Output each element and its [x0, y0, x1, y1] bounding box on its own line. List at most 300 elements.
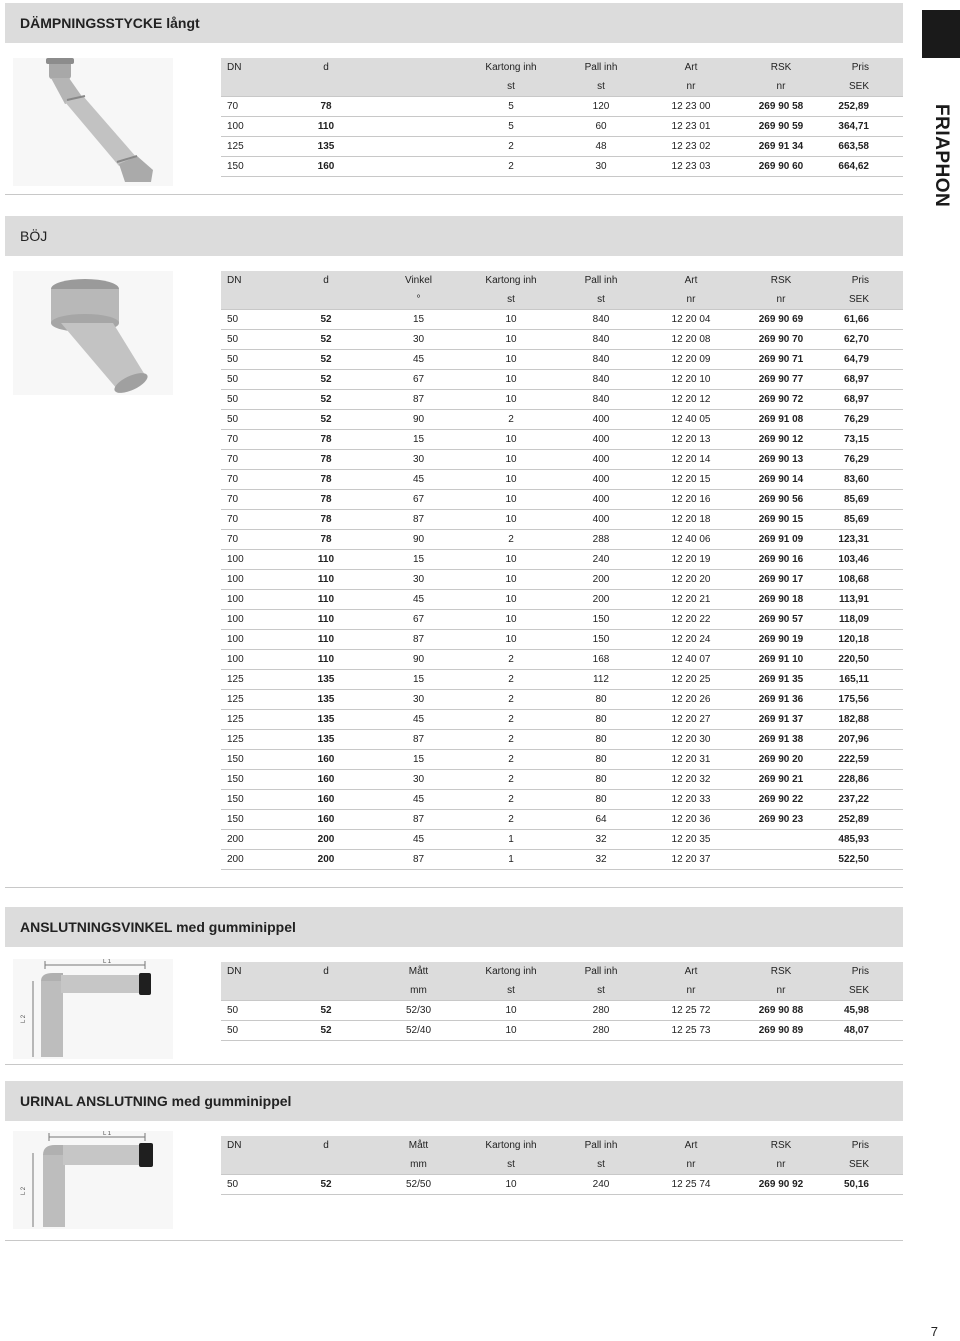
table-cell: 840	[556, 310, 646, 330]
table-cell: 2	[466, 790, 556, 810]
table-cell: 52	[281, 1021, 371, 1041]
table-cell: 269 91 38	[736, 730, 826, 750]
urinal-anslutning-image	[13, 1131, 173, 1229]
table-row	[221, 630, 903, 650]
table-row	[221, 530, 903, 550]
table-cell: 12 20 04	[646, 310, 736, 330]
table-cell: 100	[221, 117, 281, 137]
table-cell: 50,16	[826, 1175, 903, 1195]
table-cell: 269 90 21	[736, 770, 826, 790]
table-cell: 110	[281, 610, 371, 630]
table-cell: 12 20 27	[646, 710, 736, 730]
table-cell: 269 90 56	[736, 490, 826, 510]
table-cell: 269 90 70	[736, 330, 826, 350]
table-cell: 110	[281, 630, 371, 650]
table-row	[221, 850, 903, 870]
table-cell: 70	[221, 510, 281, 530]
table-cell: 150	[556, 630, 646, 650]
table-cell: 12 20 08	[646, 330, 736, 350]
table-cell: 78	[281, 450, 371, 470]
table-cell: 50	[221, 1001, 281, 1021]
table-cell: 12 23 00	[646, 97, 736, 117]
table-unit-row: st st nr nr SEK	[221, 77, 903, 97]
table-cell: 70	[221, 490, 281, 510]
dampningsstycke-table	[221, 58, 903, 177]
table-cell: 125	[221, 137, 281, 157]
table-cell: 70	[221, 97, 281, 117]
table-cell: 30	[371, 570, 466, 590]
table-cell: 45	[371, 470, 466, 490]
table-cell: 30	[556, 157, 646, 177]
table-cell: 2	[466, 137, 556, 157]
boj-image	[13, 271, 173, 395]
table-cell: 400	[556, 490, 646, 510]
table-cell: 269 90 22	[736, 790, 826, 810]
table-cell: 80	[556, 770, 646, 790]
table-cell: 50	[221, 310, 281, 330]
anslutningsvinkel-table	[221, 962, 903, 1041]
table-cell: 15	[371, 430, 466, 450]
table-cell: 5	[466, 97, 556, 117]
table-cell: 12 25 74	[646, 1175, 736, 1195]
table-cell: 12 20 24	[646, 630, 736, 650]
table-cell: 68,97	[826, 370, 903, 390]
table-cell: 200	[281, 850, 371, 870]
table-cell: 220,50	[826, 650, 903, 670]
divider	[5, 194, 903, 195]
divider	[5, 887, 903, 888]
table-row	[221, 450, 903, 470]
table-cell: 207,96	[826, 730, 903, 750]
table-cell: 222,59	[826, 750, 903, 770]
table-cell: 12 20 35	[646, 830, 736, 850]
table-cell: 135	[281, 137, 371, 157]
table-cell: 269 90 15	[736, 510, 826, 530]
table-cell: 269 90 88	[736, 1001, 826, 1021]
table-cell: 70	[221, 430, 281, 450]
table-cell: 12 20 26	[646, 690, 736, 710]
table-cell: 64	[556, 810, 646, 830]
table-cell: 10	[466, 590, 556, 610]
table-cell: 12 20 36	[646, 810, 736, 830]
table-cell: 10	[466, 1001, 556, 1021]
table-cell: 15	[371, 670, 466, 690]
table-cell: 32	[556, 850, 646, 870]
table-cell: 67	[371, 370, 466, 390]
table-cell: 80	[556, 730, 646, 750]
section-title: DÄMPNINGSSTYCKE långt	[5, 3, 903, 43]
table-cell: 100	[221, 630, 281, 650]
table-cell	[371, 117, 466, 137]
table-cell: 400	[556, 510, 646, 530]
table-cell: 78	[281, 490, 371, 510]
table-cell: 52/30	[371, 1001, 466, 1021]
table-cell: 2	[466, 690, 556, 710]
table-cell: 70	[221, 470, 281, 490]
table-header-row: DN d Mått Kartong inh Pall inh Art RSK Pris	[221, 962, 903, 981]
table-cell: 200	[281, 830, 371, 850]
table-cell: 150	[221, 790, 281, 810]
table-cell: 12 25 72	[646, 1001, 736, 1021]
table-cell: 150	[221, 770, 281, 790]
table-row	[221, 97, 903, 117]
boj-table	[221, 271, 903, 870]
table-cell: 45	[371, 590, 466, 610]
table-cell: 60	[556, 117, 646, 137]
table-cell: 160	[281, 770, 371, 790]
table-cell: 78	[281, 510, 371, 530]
section-anslutningsvinkel	[5, 907, 903, 1077]
table-cell: 269 90 89	[736, 1021, 826, 1041]
table-cell: 269 90 92	[736, 1175, 826, 1195]
anslutningsvinkel-rows	[221, 1001, 903, 1041]
table-cell: 12 40 07	[646, 650, 736, 670]
table-cell: 135	[281, 710, 371, 730]
table-cell: 12 25 73	[646, 1021, 736, 1041]
table-cell: 160	[281, 750, 371, 770]
table-cell: 269 90 60	[736, 157, 826, 177]
table-cell: 200	[221, 830, 281, 850]
table-cell: 125	[221, 710, 281, 730]
table-cell: 125	[221, 730, 281, 750]
table-cell: 52	[281, 390, 371, 410]
table-cell: 50	[221, 1021, 281, 1041]
table-cell: 45	[371, 710, 466, 730]
table-cell: 150	[221, 810, 281, 830]
table-row	[221, 730, 903, 750]
table-cell: 83,60	[826, 470, 903, 490]
table-cell: 12 23 03	[646, 157, 736, 177]
table-cell: 12 40 05	[646, 410, 736, 430]
table-cell: 12 20 32	[646, 770, 736, 790]
table-cell: 165,11	[826, 670, 903, 690]
l2-label: L 2	[21, 1186, 27, 1195]
table-cell: 12 20 15	[646, 470, 736, 490]
table-cell: 240	[556, 1175, 646, 1195]
table-cell: 90	[371, 410, 466, 430]
table-cell: 52	[281, 410, 371, 430]
table-cell: 135	[281, 730, 371, 750]
table-cell: 52/40	[371, 1021, 466, 1041]
table-cell: 50	[221, 1175, 281, 1195]
table-cell: 12 20 09	[646, 350, 736, 370]
table-header-row: DN d Vinkel Kartong inh Pall inh Art RSK Pris	[221, 271, 903, 290]
table-cell: 78	[281, 97, 371, 117]
table-cell: 280	[556, 1001, 646, 1021]
table-cell: 269 90 58	[736, 97, 826, 117]
table-cell: 2	[466, 750, 556, 770]
table-row	[221, 1021, 903, 1041]
table-cell: 252,89	[826, 810, 903, 830]
table-cell: 12 20 19	[646, 550, 736, 570]
urinal-anslutning-table	[221, 1136, 903, 1195]
table-row	[221, 770, 903, 790]
table-row	[221, 710, 903, 730]
table-cell: 288	[556, 530, 646, 550]
table-cell: 52	[281, 370, 371, 390]
table-cell: 150	[221, 157, 281, 177]
table-row	[221, 690, 903, 710]
table-cell: 400	[556, 470, 646, 490]
l1-label: L 1	[103, 1131, 112, 1137]
table-cell: 45	[371, 350, 466, 370]
table-row	[221, 410, 903, 430]
table-cell: 45	[371, 790, 466, 810]
divider	[5, 1064, 903, 1065]
table-cell: 269 90 71	[736, 350, 826, 370]
table-cell: 2	[466, 730, 556, 750]
table-cell: 120,18	[826, 630, 903, 650]
table-cell: 10	[466, 370, 556, 390]
table-cell: 100	[221, 590, 281, 610]
table-cell: 50	[221, 370, 281, 390]
table-cell: 32	[556, 830, 646, 850]
table-row	[221, 430, 903, 450]
table-cell: 10	[466, 430, 556, 450]
table-cell: 52/50	[371, 1175, 466, 1195]
table-cell: 61,66	[826, 310, 903, 330]
table-cell: 76,29	[826, 450, 903, 470]
table-cell: 10	[466, 610, 556, 630]
table-row	[221, 137, 903, 157]
table-cell: 135	[281, 670, 371, 690]
table-cell: 2	[466, 530, 556, 550]
table-cell: 10	[466, 350, 556, 370]
table-cell: 52	[281, 310, 371, 330]
table-cell: 73,15	[826, 430, 903, 450]
section-title: BÖJ	[5, 216, 903, 256]
table-cell: 52	[281, 350, 371, 370]
table-cell: 87	[371, 730, 466, 750]
table-cell: 87	[371, 510, 466, 530]
table-cell: 200	[556, 570, 646, 590]
table-cell: 269 90 17	[736, 570, 826, 590]
table-cell: 269 90 16	[736, 550, 826, 570]
table-cell: 10	[466, 1021, 556, 1041]
table-cell: 522,50	[826, 850, 903, 870]
table-cell: 68,97	[826, 390, 903, 410]
table-row	[221, 550, 903, 570]
table-cell: 269 91 34	[736, 137, 826, 157]
table-cell: 175,56	[826, 690, 903, 710]
table-cell: 52	[281, 330, 371, 350]
table-cell: 2	[466, 157, 556, 177]
table-cell: 85,69	[826, 510, 903, 530]
table-cell: 10	[466, 1175, 556, 1195]
table-cell: 840	[556, 330, 646, 350]
table-cell: 12 20 25	[646, 670, 736, 690]
table-cell	[371, 157, 466, 177]
table-cell: 12 23 02	[646, 137, 736, 157]
anslutningsvinkel-image	[13, 959, 173, 1059]
table-row	[221, 590, 903, 610]
table-cell: 87	[371, 850, 466, 870]
table-cell: 12 20 30	[646, 730, 736, 750]
table-cell: 48,07	[826, 1021, 903, 1041]
table-unit-row: mm st st nr nr SEK	[221, 1155, 903, 1175]
table-cell: 400	[556, 450, 646, 470]
table-cell: 252,89	[826, 97, 903, 117]
table-cell: 12 20 20	[646, 570, 736, 590]
brand-tab	[922, 10, 960, 58]
table-cell: 10	[466, 550, 556, 570]
table-unit-row: mm st st nr nr SEK	[221, 981, 903, 1001]
table-cell: 364,71	[826, 117, 903, 137]
table-cell: 12 20 14	[646, 450, 736, 470]
table-cell: 840	[556, 390, 646, 410]
table-cell: 182,88	[826, 710, 903, 730]
dampningsstycke-image	[13, 58, 173, 186]
table-cell: 269 90 72	[736, 390, 826, 410]
table-cell: 30	[371, 690, 466, 710]
table-cell: 100	[221, 570, 281, 590]
table-cell: 78	[281, 430, 371, 450]
table-cell: 12 23 01	[646, 117, 736, 137]
table-cell: 100	[221, 550, 281, 570]
table-row	[221, 330, 903, 350]
table-cell: 50	[221, 330, 281, 350]
table-cell: 10	[466, 390, 556, 410]
boj-rows	[221, 310, 903, 870]
table-cell: 80	[556, 750, 646, 770]
table-cell: 269 90 20	[736, 750, 826, 770]
table-row	[221, 390, 903, 410]
table-cell: 12 20 37	[646, 850, 736, 870]
l1-label: L 1	[103, 959, 112, 965]
table-cell: 64,79	[826, 350, 903, 370]
table-cell: 62,70	[826, 330, 903, 350]
table-cell: 67	[371, 610, 466, 630]
table-cell: 78	[281, 470, 371, 490]
table-cell: 269 90 18	[736, 590, 826, 610]
table-cell: 110	[281, 117, 371, 137]
table-cell: 2	[466, 770, 556, 790]
table-cell: 269 90 19	[736, 630, 826, 650]
table-cell: 269 91 09	[736, 530, 826, 550]
table-cell: 840	[556, 350, 646, 370]
table-cell: 52	[281, 1001, 371, 1021]
table-cell: 10	[466, 490, 556, 510]
table-row	[221, 610, 903, 630]
table-cell: 10	[466, 450, 556, 470]
table-cell: 10	[466, 570, 556, 590]
section-boj	[5, 216, 903, 876]
section-dampningsstycke	[5, 3, 903, 193]
table-row	[221, 157, 903, 177]
table-cell: 12 20 16	[646, 490, 736, 510]
table-cell: 1	[466, 850, 556, 870]
table-row	[221, 570, 903, 590]
table-cell: 12 20 31	[646, 750, 736, 770]
table-cell: 87	[371, 630, 466, 650]
table-cell: 15	[371, 550, 466, 570]
brand-name: FRIAPHON	[931, 104, 952, 208]
table-cell: 125	[221, 690, 281, 710]
table-cell: 110	[281, 650, 371, 670]
table-cell: 200	[556, 590, 646, 610]
table-cell: 50	[221, 390, 281, 410]
table-cell: 118,09	[826, 610, 903, 630]
table-row	[221, 510, 903, 530]
table-cell: 269 91 36	[736, 690, 826, 710]
table-cell: 15	[371, 750, 466, 770]
table-unit-row: ° st st nr nr SEK	[221, 290, 903, 310]
table-cell: 87	[371, 810, 466, 830]
table-cell: 280	[556, 1021, 646, 1041]
table-cell	[371, 97, 466, 117]
table-cell: 52	[281, 1175, 371, 1195]
table-row	[221, 790, 903, 810]
table-cell: 87	[371, 390, 466, 410]
table-cell: 100	[221, 610, 281, 630]
table-cell: 10	[466, 630, 556, 650]
section-urinal-anslutning	[5, 1081, 903, 1261]
section-title: URINAL ANSLUTNING med gumminippel	[5, 1081, 903, 1121]
table-row	[221, 310, 903, 330]
table-cell: 50	[221, 410, 281, 430]
table-cell: 663,58	[826, 137, 903, 157]
table-cell: 400	[556, 430, 646, 450]
table-cell: 12 20 10	[646, 370, 736, 390]
table-cell: 485,93	[826, 830, 903, 850]
table-cell: 85,69	[826, 490, 903, 510]
table-cell: 50	[221, 350, 281, 370]
table-cell: 1	[466, 830, 556, 850]
table-cell: 150	[556, 610, 646, 630]
table-cell: 664,62	[826, 157, 903, 177]
table-cell: 269 90 59	[736, 117, 826, 137]
table-header-row: DN d Mått Kartong inh Pall inh Art RSK Pris	[221, 1136, 903, 1155]
table-cell: 76,29	[826, 410, 903, 430]
table-cell: 10	[466, 330, 556, 350]
table-cell: 90	[371, 530, 466, 550]
table-cell: 12 20 22	[646, 610, 736, 630]
table-cell: 113,91	[826, 590, 903, 610]
table-cell: 45,98	[826, 1001, 903, 1021]
table-cell: 12 20 21	[646, 590, 736, 610]
table-cell: 840	[556, 370, 646, 390]
table-cell: 160	[281, 790, 371, 810]
l2-label: L 2	[21, 1014, 27, 1023]
table-cell: 269 90 23	[736, 810, 826, 830]
table-row	[221, 810, 903, 830]
table-cell: 12 20 33	[646, 790, 736, 810]
table-cell: 269 90 57	[736, 610, 826, 630]
table-cell: 108,68	[826, 570, 903, 590]
table-cell: 10	[466, 510, 556, 530]
urinal-anslutning-rows	[221, 1175, 903, 1195]
table-cell: 400	[556, 410, 646, 430]
table-cell: 90	[371, 650, 466, 670]
table-cell: 123,31	[826, 530, 903, 550]
table-cell: 269 90 77	[736, 370, 826, 390]
table-cell: 2	[466, 670, 556, 690]
divider	[5, 1240, 903, 1241]
table-cell: 5	[466, 117, 556, 137]
table-cell: 100	[221, 650, 281, 670]
table-cell: 269 91 35	[736, 670, 826, 690]
table-cell: 48	[556, 137, 646, 157]
table-cell: 110	[281, 590, 371, 610]
table-cell: 110	[281, 550, 371, 570]
table-cell: 269 90 14	[736, 470, 826, 490]
table-cell: 125	[221, 670, 281, 690]
table-cell: 269 91 10	[736, 650, 826, 670]
table-cell: 12 40 06	[646, 530, 736, 550]
table-cell: 12 20 12	[646, 390, 736, 410]
table-cell: 70	[221, 450, 281, 470]
table-cell: 12 20 18	[646, 510, 736, 530]
